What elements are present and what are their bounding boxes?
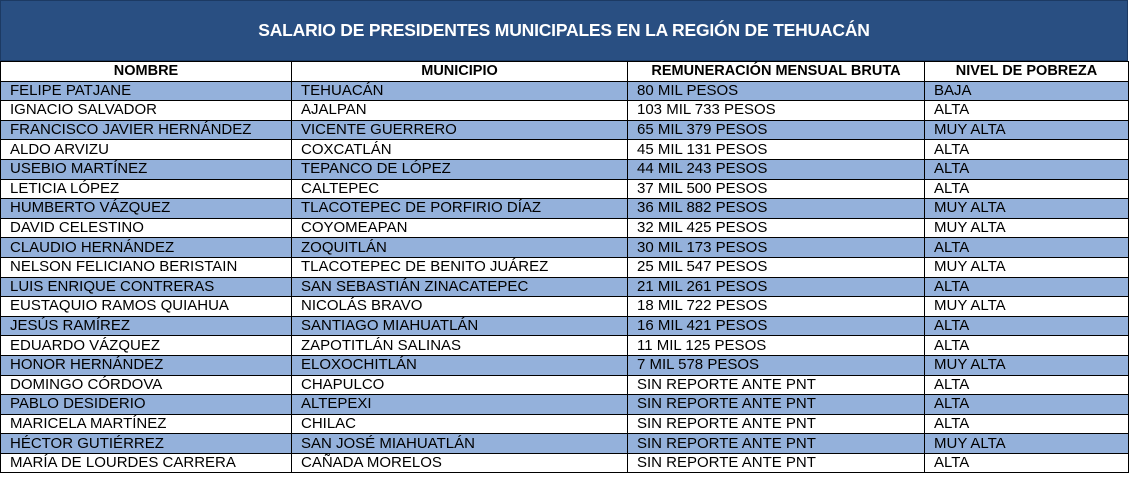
table-row [1, 120, 1129, 140]
cell-municipio: ALTEPEXI [292, 395, 628, 415]
table-row [1, 434, 1129, 454]
cell-nombre: ALDO ARVIZU [1, 140, 292, 160]
cell-remuneracion: SIN REPORTE ANTE PNT [628, 375, 925, 395]
cell-municipio: ELOXOCHITLÁN [292, 355, 628, 375]
cell-municipio: CALTEPEC [292, 179, 628, 199]
cell-pobreza: MUY ALTA [925, 199, 1129, 219]
table-row [1, 218, 1129, 238]
table-row [1, 81, 1129, 101]
cell-nombre: USEBIO MARTÍNEZ [1, 159, 292, 179]
cell-municipio: CHAPULCO [292, 375, 628, 395]
table-row [1, 336, 1129, 356]
cell-nombre: PABLO DESIDERIO [1, 395, 292, 415]
cell-municipio: AJALPAN [292, 101, 628, 121]
cell-remuneracion: 65 MIL 379 PESOS [628, 120, 925, 140]
cell-pobreza: ALTA [925, 101, 1129, 121]
cell-pobreza: ALTA [925, 453, 1129, 473]
table-row [1, 238, 1129, 258]
cell-municipio: SANTIAGO MIAHUATLÁN [292, 316, 628, 336]
cell-remuneracion: 18 MIL 722 PESOS [628, 297, 925, 317]
cell-nombre: EUSTAQUIO RAMOS QUIAHUA [1, 297, 292, 317]
cell-nombre: FRANCISCO JAVIER HERNÁNDEZ [1, 120, 292, 140]
cell-pobreza: MUY ALTA [925, 120, 1129, 140]
cell-nombre: MARICELA MARTÍNEZ [1, 414, 292, 434]
cell-nombre: LUIS ENRIQUE CONTRERAS [1, 277, 292, 297]
table-row [1, 140, 1129, 160]
cell-nombre: HÉCTOR GUTIÉRREZ [1, 434, 292, 454]
cell-nombre: DAVID CELESTINO [1, 218, 292, 238]
cell-municipio: VICENTE GUERRERO [292, 120, 628, 140]
cell-pobreza: ALTA [925, 277, 1129, 297]
cell-nombre: FELIPE PATJANE [1, 81, 292, 101]
cell-remuneracion: 103 MIL 733 PESOS [628, 101, 925, 121]
cell-remuneracion: 45 MIL 131 PESOS [628, 140, 925, 160]
cell-nombre: NELSON FELICIANO BERISTAIN [1, 257, 292, 277]
table-row [1, 395, 1129, 415]
table-row [1, 297, 1129, 317]
cell-remuneracion: 44 MIL 243 PESOS [628, 159, 925, 179]
table-row [1, 179, 1129, 199]
cell-remuneracion: 80 MIL PESOS [628, 81, 925, 101]
salary-table [0, 61, 1129, 473]
column-header-municipio: MUNICIPIO [292, 62, 628, 82]
cell-municipio: NICOLÁS BRAVO [292, 297, 628, 317]
cell-remuneracion: SIN REPORTE ANTE PNT [628, 434, 925, 454]
cell-remuneracion: 30 MIL 173 PESOS [628, 238, 925, 258]
cell-nombre: HONOR HERNÁNDEZ [1, 355, 292, 375]
cell-pobreza: ALTA [925, 395, 1129, 415]
cell-municipio: COXCATLÁN [292, 140, 628, 160]
cell-municipio: ZAPOTITLÁN SALINAS [292, 336, 628, 356]
table-body [1, 81, 1129, 473]
cell-remuneracion: 37 MIL 500 PESOS [628, 179, 925, 199]
cell-nombre: EDUARDO VÁZQUEZ [1, 336, 292, 356]
cell-nombre: LETICIA LÓPEZ [1, 179, 292, 199]
cell-municipio: CHILAC [292, 414, 628, 434]
cell-remuneracion: 25 MIL 547 PESOS [628, 257, 925, 277]
table-row [1, 453, 1129, 473]
cell-pobreza: ALTA [925, 336, 1129, 356]
cell-pobreza: ALTA [925, 414, 1129, 434]
cell-pobreza: ALTA [925, 238, 1129, 258]
table-row [1, 159, 1129, 179]
cell-pobreza: ALTA [925, 179, 1129, 199]
cell-remuneracion: 21 MIL 261 PESOS [628, 277, 925, 297]
table-row [1, 257, 1129, 277]
cell-pobreza: BAJA [925, 81, 1129, 101]
cell-nombre: CLAUDIO HERNÁNDEZ [1, 238, 292, 258]
table-row [1, 355, 1129, 375]
cell-municipio: TLACOTEPEC DE BENITO JUÁREZ [292, 257, 628, 277]
cell-nombre: DOMINGO CÓRDOVA [1, 375, 292, 395]
cell-municipio: COYOMEAPAN [292, 218, 628, 238]
cell-remuneracion: 36 MIL 882 PESOS [628, 199, 925, 219]
table-row [1, 277, 1129, 297]
cell-municipio: TLACOTEPEC DE PORFIRIO DÍAZ [292, 199, 628, 219]
cell-municipio: TEPANCO DE LÓPEZ [292, 159, 628, 179]
cell-pobreza: ALTA [925, 316, 1129, 336]
cell-pobreza: ALTA [925, 375, 1129, 395]
cell-remuneracion: 11 MIL 125 PESOS [628, 336, 925, 356]
cell-nombre: JESÚS RAMÍREZ [1, 316, 292, 336]
header-row [1, 62, 1129, 82]
cell-pobreza: MUY ALTA [925, 257, 1129, 277]
cell-remuneracion: 32 MIL 425 PESOS [628, 218, 925, 238]
column-header-remuneracion: REMUNERACIÓN MENSUAL BRUTA [628, 62, 925, 82]
cell-remuneracion: 7 MIL 578 PESOS [628, 355, 925, 375]
cell-municipio: SAN SEBASTIÁN ZINACATEPEC [292, 277, 628, 297]
cell-remuneracion: SIN REPORTE ANTE PNT [628, 414, 925, 434]
cell-nombre: HUMBERTO VÁZQUEZ [1, 199, 292, 219]
table-row [1, 316, 1129, 336]
cell-pobreza: ALTA [925, 140, 1129, 160]
cell-municipio: SAN JOSÉ MIAHUATLÁN [292, 434, 628, 454]
cell-remuneracion: SIN REPORTE ANTE PNT [628, 453, 925, 473]
cell-pobreza: MUY ALTA [925, 355, 1129, 375]
cell-pobreza: MUY ALTA [925, 434, 1129, 454]
cell-municipio: TEHUACÁN [292, 81, 628, 101]
cell-pobreza: MUY ALTA [925, 218, 1129, 238]
table-row [1, 199, 1129, 219]
table-title-banner [0, 0, 1128, 61]
table-row [1, 101, 1129, 121]
column-header-nombre: NOMBRE [1, 62, 292, 82]
table-title: SALARIO DE PRESIDENTES MUNICIPALES EN LA REGIÓN DE TEHUACÁN [258, 20, 870, 40]
cell-municipio: CAÑADA MORELOS [292, 453, 628, 473]
cell-nombre: MARÍA DE LOURDES CARRERA [1, 453, 292, 473]
table-row [1, 375, 1129, 395]
cell-pobreza: MUY ALTA [925, 297, 1129, 317]
cell-municipio: ZOQUITLÁN [292, 238, 628, 258]
cell-remuneracion: 16 MIL 421 PESOS [628, 316, 925, 336]
column-header-pobreza: NIVEL DE POBREZA [925, 62, 1129, 82]
cell-remuneracion: SIN REPORTE ANTE PNT [628, 395, 925, 415]
cell-pobreza: ALTA [925, 159, 1129, 179]
table-row [1, 414, 1129, 434]
cell-nombre: IGNACIO SALVADOR [1, 101, 292, 121]
